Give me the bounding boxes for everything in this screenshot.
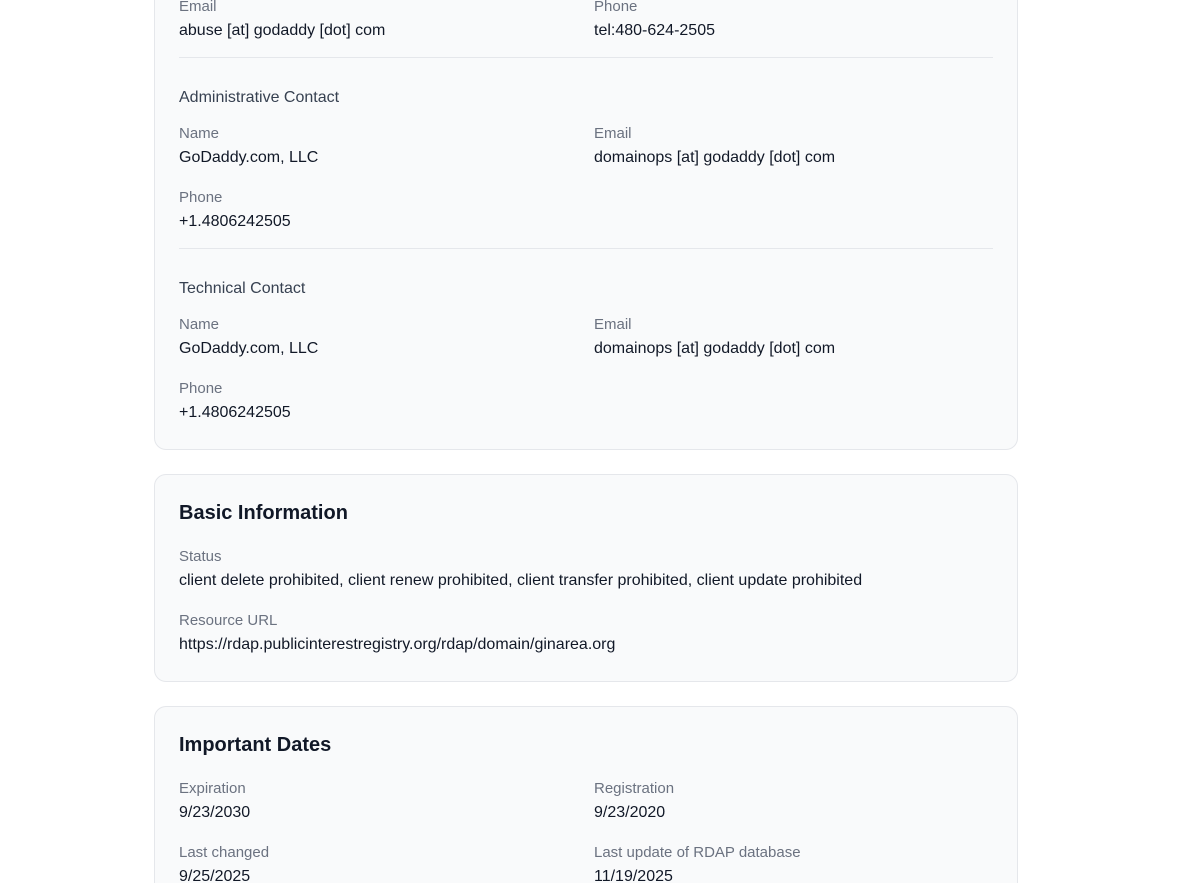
field-label: Email — [594, 125, 632, 142]
field-value: +1.4806242505 — [179, 404, 291, 421]
important-dates-fields — [179, 779, 993, 883]
technical-contact-section — [179, 277, 993, 425]
field-registration — [594, 779, 993, 825]
technical-contact-heading: Technical Contact — [179, 280, 306, 297]
field-value: domainops [at] godaddy [dot] com — [594, 149, 836, 166]
field-label: Email — [179, 0, 217, 15]
administrative-contact-fields — [179, 124, 993, 234]
field-abuse-email — [179, 0, 578, 43]
field-value: domainops [at] godaddy [dot] com — [594, 340, 836, 357]
field-tech-email — [594, 315, 993, 361]
technical-contact-fields — [179, 315, 993, 425]
field-value: GoDaddy.com, LLC — [179, 340, 319, 357]
field-label: Resource URL — [179, 612, 278, 629]
basic-information-fields — [179, 547, 993, 657]
field-label: Registration — [594, 780, 675, 797]
field-tech-name — [179, 315, 578, 361]
field-tech-phone — [179, 379, 578, 425]
field-admin-name — [179, 124, 578, 170]
field-label: Phone — [179, 189, 223, 206]
important-dates-title: Important Dates — [179, 734, 332, 756]
field-label: Name — [179, 125, 220, 142]
field-value: 9/23/2020 — [594, 804, 666, 821]
basic-information-card — [154, 474, 1018, 682]
field-admin-phone — [179, 188, 578, 234]
field-label: Last update of RDAP database — [594, 844, 801, 861]
field-abuse-phone — [594, 0, 993, 43]
field-value: abuse [at] godaddy [dot] com — [179, 22, 386, 39]
field-value: 9/23/2030 — [179, 804, 251, 821]
abuse-contact-section — [179, 0, 993, 58]
administrative-contact-heading: Administrative Contact — [179, 89, 340, 106]
field-label: Name — [179, 316, 220, 333]
basic-information-title: Basic Information — [179, 502, 348, 524]
field-value: 9/25/2025 — [179, 868, 251, 883]
field-expiration — [179, 779, 578, 825]
field-resource-url — [179, 611, 993, 657]
field-value: client delete prohibited, client renew prohibited, client transfer prohibited, client update prohibited — [179, 572, 863, 589]
main-content-column — [154, 0, 1018, 883]
field-value: tel:480-624-2505 — [594, 22, 715, 39]
important-dates-card — [154, 706, 1018, 883]
field-label: Email — [594, 316, 632, 333]
field-admin-email — [594, 124, 993, 170]
field-label: Phone — [179, 380, 223, 397]
field-value: https://rdap.publicinterestregistry.org/rdap/domain/ginarea.org — [179, 636, 616, 653]
field-value: 11/19/2025 — [594, 868, 673, 883]
field-last-changed — [179, 843, 578, 883]
abuse-contact-fields — [179, 0, 993, 43]
field-label: Status — [179, 548, 222, 565]
field-status — [179, 547, 993, 593]
field-label: Phone — [594, 0, 638, 15]
field-label: Last changed — [179, 844, 270, 861]
registrar-contact-card — [154, 0, 1018, 450]
field-value: +1.4806242505 — [179, 213, 291, 230]
field-value: GoDaddy.com, LLC — [179, 149, 319, 166]
field-label: Expiration — [179, 780, 246, 797]
field-last-rdap-update — [594, 843, 993, 883]
administrative-contact-section — [179, 86, 993, 249]
